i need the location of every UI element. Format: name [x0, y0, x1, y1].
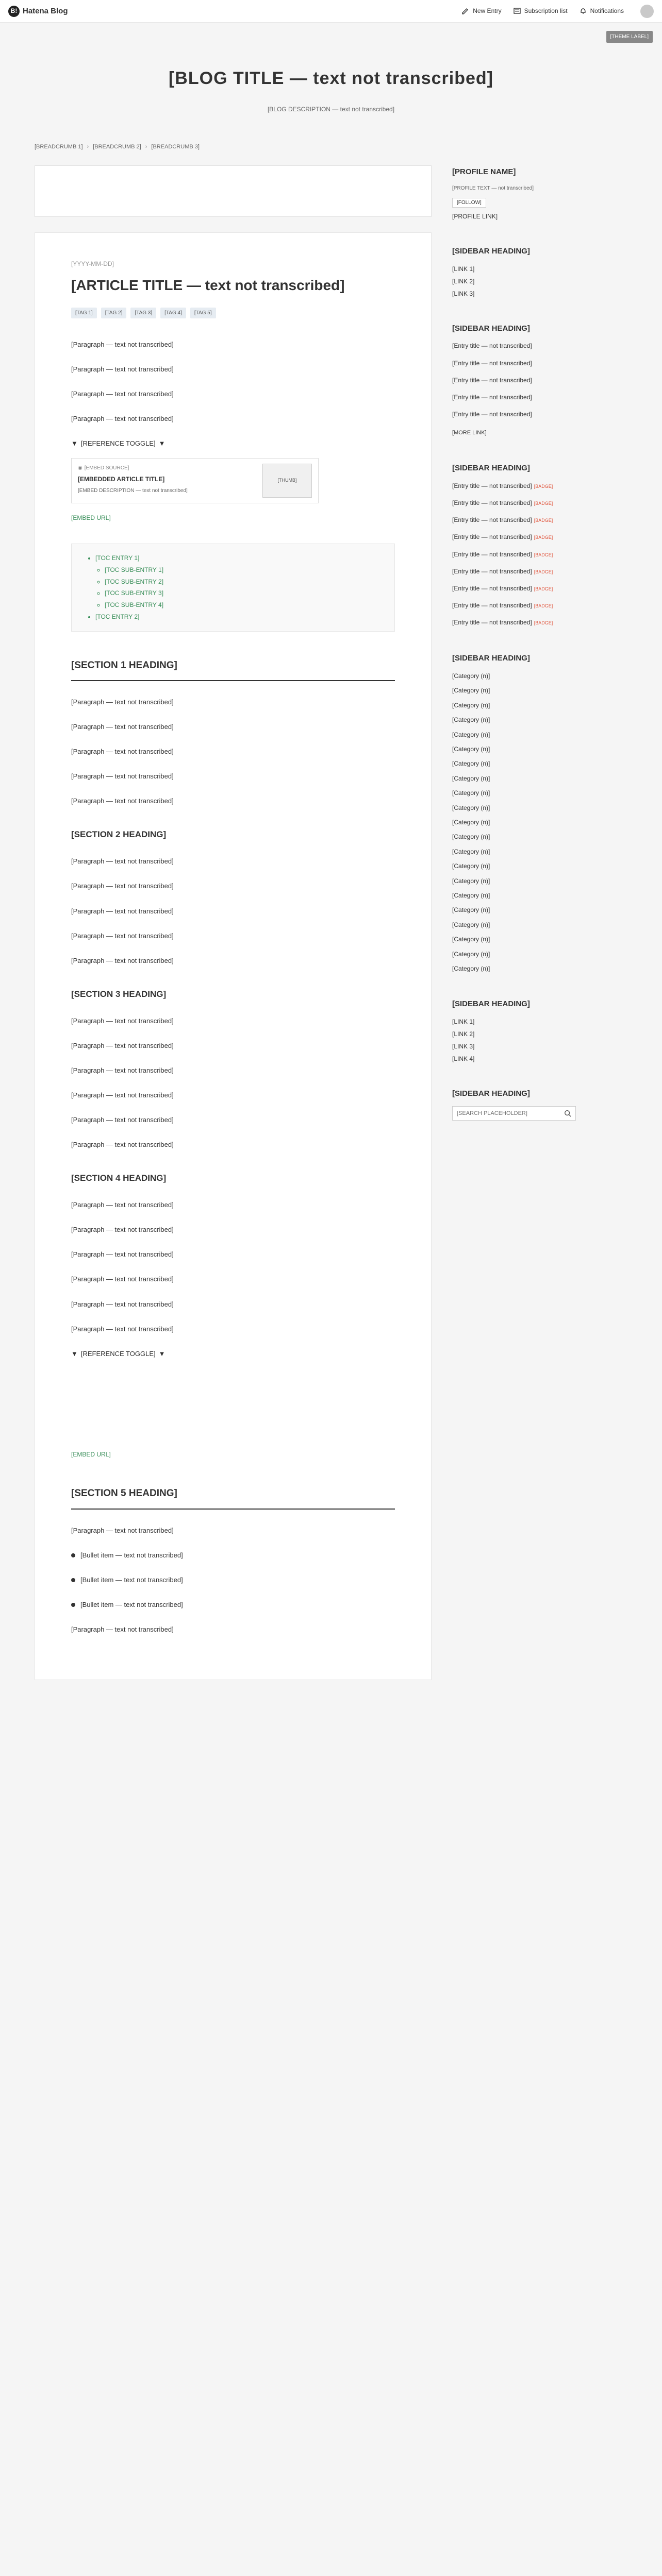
- collapsed-embed-space: [71, 1368, 395, 1445]
- embed-card[interactable]: [71, 458, 319, 503]
- hatena-global-bar: [0, 0, 662, 23]
- popular-entry[interactable]: [452, 532, 627, 542]
- paragraph: [Paragraph — text not transcribed]: [71, 415, 174, 423]
- category-item[interactable]: [Category (n)]: [452, 804, 490, 811]
- paragraph: [Paragraph — text not transcribed]: [71, 1250, 174, 1259]
- category-item[interactable]: [Category (n)]: [452, 789, 490, 797]
- bookmark-badge: [BADGE]: [534, 518, 553, 523]
- pencil-icon: [461, 7, 470, 15]
- bookmark-badge: [BADGE]: [534, 552, 553, 557]
- table-of-contents: [71, 544, 395, 632]
- bullet-icon: [71, 1578, 75, 1582]
- user-avatar[interactable]: [640, 5, 654, 18]
- paragraph: [Paragraph — text not transcribed]: [71, 341, 174, 349]
- paragraph: [Paragraph — text not transcribed]: [71, 1016, 174, 1025]
- bookmark-badge: [BADGE]: [534, 501, 553, 506]
- popular-entry-title: [Entry title — not transcribed]: [452, 482, 532, 489]
- links-module: [452, 997, 627, 1063]
- embed-description: [EMBED DESCRIPTION — text not transcribed]: [78, 487, 188, 494]
- section-heading: [SECTION 5 HEADING]: [71, 1485, 395, 1509]
- about-link[interactable]: [LINK 3]: [452, 290, 475, 297]
- toc-item[interactable]: • [TOC ENTRY 1]: [95, 552, 383, 564]
- toc-subitem[interactable]: ◦ [TOC SUB-ENTRY 2]: [105, 576, 383, 588]
- paragraph: [Paragraph — text not transcribed]: [71, 797, 174, 805]
- popular-entry-title: [Entry title — not transcribed]: [452, 499, 532, 507]
- entry-tags: [71, 308, 395, 318]
- bell-icon: [579, 7, 587, 15]
- about-link[interactable]: [LINK 1]: [452, 265, 475, 273]
- paragraph: [Paragraph — text not transcribed]: [71, 1091, 174, 1099]
- breadcrumb-separator: ›: [145, 144, 147, 150]
- tag[interactable]: [TAG 5]: [190, 308, 216, 318]
- toc-subitem[interactable]: ◦ [TOC SUB-ENTRY 3]: [105, 587, 383, 599]
- bookmark-badge: [BADGE]: [534, 620, 553, 626]
- embed-source: [78, 464, 256, 472]
- paragraph: [Paragraph — text not transcribed]: [71, 956, 174, 964]
- paragraph: [Paragraph — text not transcribed]: [71, 1141, 174, 1149]
- entry-body: [71, 339, 395, 1635]
- profile-text: [PROFILE TEXT — not transcribed]: [452, 185, 534, 192]
- about-module: [452, 245, 627, 298]
- hatena-blog-logo[interactable]: [8, 5, 68, 18]
- popular-entry-title: [Entry title — not transcribed]: [452, 602, 532, 609]
- category-item[interactable]: [Category (n)]: [452, 701, 490, 709]
- recent-entry[interactable]: [Entry title — not transcribed]: [452, 359, 532, 367]
- module-title: [SIDEBAR HEADING]: [452, 247, 530, 256]
- blog-description: [BLOG DESCRIPTION — text not transcribed]: [267, 105, 395, 113]
- bookmark-badge: [BADGE]: [534, 586, 553, 592]
- tag[interactable]: [TAG 3]: [130, 308, 156, 318]
- popular-entry-title: [Entry title — not transcribed]: [452, 567, 532, 575]
- new-entry-label: New Entry: [473, 7, 502, 15]
- category-item[interactable]: [Category (n)]: [452, 833, 490, 841]
- theme-badge[interactable]: [THEME LABEL]: [606, 31, 653, 43]
- embed-title: [EMBEDDED ARTICLE TITLE]: [78, 475, 165, 483]
- category-item[interactable]: [Category (n)]: [452, 672, 490, 680]
- reference-toggle-label: [REFERENCE TOGGLE]: [80, 439, 156, 448]
- popular-entry[interactable]: [452, 567, 627, 577]
- paragraph: [Paragraph — text not transcribed]: [71, 1201, 174, 1209]
- module-title: [SIDEBAR HEADING]: [452, 464, 530, 473]
- popular-entries-module: [452, 462, 627, 628]
- paragraph: [Paragraph — text not transcribed]: [71, 723, 174, 731]
- tag[interactable]: [TAG 2]: [101, 308, 127, 318]
- category-item[interactable]: [Category (n)]: [452, 964, 490, 972]
- recent-entry[interactable]: [Entry title — not transcribed]: [452, 411, 532, 418]
- hatena-logo-icon: ◉: [78, 465, 82, 471]
- profile-link[interactable]: [PROFILE LINK]: [452, 213, 498, 221]
- paragraph: [Paragraph — text not transcribed]: [71, 1526, 174, 1534]
- popular-entry[interactable]: [452, 550, 627, 560]
- search-input[interactable]: [453, 1107, 560, 1120]
- subscription-list-label: Subscription list: [524, 7, 568, 15]
- paragraph: [Paragraph — text not transcribed]: [71, 748, 174, 756]
- external-link[interactable]: [LINK 3]: [452, 1042, 475, 1050]
- bullet-item: [71, 1599, 395, 1611]
- paragraph: [Paragraph — text not transcribed]: [71, 365, 174, 374]
- bullet-icon: [71, 1603, 75, 1607]
- module-title: [SIDEBAR HEADING]: [452, 1089, 530, 1098]
- search-icon: [564, 1110, 571, 1117]
- triangle-down-icon: ▼: [158, 439, 166, 448]
- category-item[interactable]: [Category (n)]: [452, 950, 490, 958]
- hatena-brand: Hatena Blog: [23, 6, 68, 15]
- paragraph: [Paragraph — text not transcribed]: [71, 857, 174, 866]
- embed-source-label: [EMBED SOURCE]: [84, 465, 129, 471]
- external-link[interactable]: [LINK 2]: [452, 1030, 475, 1038]
- category-item[interactable]: [Category (n)]: [452, 760, 490, 768]
- search-module: [452, 1087, 627, 1121]
- category-item[interactable]: [Category (n)]: [452, 687, 490, 694]
- paragraph: [Paragraph — text not transcribed]: [71, 390, 174, 398]
- breadcrumb: [35, 135, 627, 165]
- article: [35, 232, 432, 1680]
- triangle-down-icon: ▼: [71, 439, 78, 448]
- blog-header: [0, 23, 662, 135]
- embed-url[interactable]: [EMBED URL]: [71, 514, 111, 521]
- breadcrumb-current: [BREADCRUMB 3]: [151, 144, 200, 150]
- paragraph: [Paragraph — text not transcribed]: [71, 1116, 174, 1124]
- more-link[interactable]: [MORE LINK]: [452, 430, 487, 436]
- paragraph: [Paragraph — text not transcribed]: [71, 1325, 174, 1333]
- popular-entry-title: [Entry title — not transcribed]: [452, 585, 532, 592]
- triangle-down-icon: ▼: [158, 1349, 166, 1358]
- triangle-down-icon: ▼: [71, 1349, 78, 1358]
- category-item[interactable]: [Category (n)]: [452, 731, 490, 738]
- external-link[interactable]: [LINK 1]: [452, 1018, 475, 1025]
- embed-url[interactable]: [EMBED URL]: [71, 1450, 111, 1458]
- hatena-logo-icon: B!: [8, 6, 20, 17]
- external-link[interactable]: [LINK 4]: [452, 1055, 475, 1062]
- ad-slot[interactable]: [35, 165, 432, 217]
- paragraph: [Paragraph — text not transcribed]: [71, 698, 174, 706]
- category-item[interactable]: [Category (n)]: [452, 936, 490, 943]
- paragraph: [Paragraph — text not transcribed]: [71, 882, 174, 890]
- category-item[interactable]: [Category (n)]: [452, 906, 490, 914]
- bookmark-badge: [BADGE]: [534, 535, 553, 540]
- module-title: [SIDEBAR HEADING]: [452, 324, 530, 333]
- bookmark-badge: [BADGE]: [534, 569, 553, 574]
- reference-toggle[interactable]: [71, 1348, 395, 1360]
- bookmark-badge: [BADGE]: [534, 603, 553, 609]
- popular-entry-title: [Entry title — not transcribed]: [452, 516, 532, 524]
- bullet-text: [Bullet item — text not transcribed]: [80, 1551, 183, 1559]
- paragraph: [Paragraph — text not transcribed]: [71, 1300, 174, 1308]
- subsection-heading: [SECTION 3 HEADING]: [71, 989, 167, 999]
- search-box: [452, 1106, 576, 1121]
- search-button[interactable]: [560, 1107, 575, 1120]
- popular-entry[interactable]: [452, 481, 627, 491]
- new-entry-button[interactable]: [461, 6, 501, 16]
- breadcrumb-item-2[interactable]: [BREADCRUMB 2]: [93, 144, 141, 150]
- popular-entry[interactable]: [452, 601, 627, 611]
- paragraph: [Paragraph — text not transcribed]: [71, 1066, 174, 1074]
- category-item[interactable]: [Category (n)]: [452, 848, 490, 855]
- paragraph: [Paragraph — text not transcribed]: [71, 907, 174, 915]
- bullet-text: [Bullet item — text not transcribed]: [80, 1575, 183, 1584]
- blog-title[interactable]: [BLOG TITLE — text not transcribed]: [168, 69, 494, 88]
- popular-entry[interactable]: [452, 618, 627, 628]
- notifications-button[interactable]: [579, 6, 624, 16]
- module-title: [SIDEBAR HEADING]: [452, 999, 530, 1009]
- tag[interactable]: [TAG 1]: [71, 308, 97, 318]
- paragraph: [Paragraph — text not transcribed]: [71, 772, 174, 781]
- recent-entry[interactable]: [Entry title — not transcribed]: [452, 376, 532, 384]
- subscription-icon: [513, 7, 521, 15]
- subscription-list-button[interactable]: [513, 6, 568, 16]
- sidebar: [452, 165, 627, 1144]
- bullet-item: [71, 1574, 395, 1586]
- breadcrumb-item-1[interactable]: [BREADCRUMB 1]: [35, 144, 83, 150]
- paragraph: [Paragraph — text not transcribed]: [71, 1625, 174, 1633]
- subsection-heading: [SECTION 4 HEADING]: [71, 1173, 167, 1183]
- toc-subitem[interactable]: ◦ [TOC SUB-ENTRY 4]: [105, 599, 383, 611]
- category-item[interactable]: [Category (n)]: [452, 877, 490, 885]
- reference-toggle-label: [REFERENCE TOGGLE]: [80, 1349, 156, 1358]
- paragraph: [Paragraph — text not transcribed]: [71, 1275, 174, 1283]
- entry-date[interactable]: [YYYY-MM-DD]: [71, 260, 114, 267]
- recent-entries-module: [452, 322, 627, 438]
- popular-entry-title: [Entry title — not transcribed]: [452, 533, 532, 541]
- popular-entry[interactable]: [452, 498, 627, 508]
- section-heading: [SECTION 1 HEADING]: [71, 657, 395, 681]
- bookmark-badge: [BADGE]: [534, 483, 553, 489]
- main-column: [35, 165, 432, 1680]
- reference-toggle[interactable]: [71, 438, 395, 449]
- paragraph: [Paragraph — text not transcribed]: [71, 931, 174, 940]
- paragraph: [Paragraph — text not transcribed]: [71, 1226, 174, 1234]
- popular-entry[interactable]: [452, 515, 627, 525]
- subsection-heading: [SECTION 2 HEADING]: [71, 829, 167, 840]
- profile-module: [452, 165, 627, 222]
- category-item[interactable]: [Category (n)]: [452, 921, 490, 928]
- entry-title[interactable]: [ARTICLE TITLE — text not transcribed]: [71, 277, 345, 294]
- popular-entry[interactable]: [452, 584, 627, 594]
- bullet-icon: [71, 1553, 75, 1557]
- toc-item[interactable]: • [TOC ENTRY 2]: [95, 611, 383, 623]
- categories-module: [452, 652, 627, 974]
- breadcrumb-separator: ›: [87, 144, 89, 150]
- recent-entry[interactable]: [Entry title — not transcribed]: [452, 393, 532, 401]
- bullet-text: [Bullet item — text not transcribed]: [80, 1600, 183, 1608]
- recent-entry[interactable]: [Entry title — not transcribed]: [452, 342, 532, 350]
- toc-subitem[interactable]: ◦ [TOC SUB-ENTRY 1]: [105, 564, 383, 576]
- notifications-label: Notifications: [590, 7, 624, 15]
- category-item[interactable]: [Category (n)]: [452, 819, 490, 826]
- profile-name[interactable]: [PROFILE NAME]: [452, 167, 516, 176]
- popular-entry-title: [Entry title — not transcribed]: [452, 619, 532, 626]
- category-item[interactable]: [Category (n)]: [452, 716, 490, 724]
- category-item[interactable]: [Category (n)]: [452, 745, 490, 753]
- tag[interactable]: [TAG 4]: [160, 308, 186, 318]
- category-item[interactable]: [Category (n)]: [452, 891, 490, 899]
- category-item[interactable]: [Category (n)]: [452, 862, 490, 870]
- module-title: [SIDEBAR HEADING]: [452, 653, 530, 663]
- embed-thumbnail: [THUMB]: [262, 464, 312, 498]
- bullet-item: [71, 1550, 395, 1561]
- category-item[interactable]: [Category (n)]: [452, 774, 490, 782]
- about-link[interactable]: [LINK 2]: [452, 277, 475, 285]
- popular-entry-title: [Entry title — not transcribed]: [452, 550, 532, 558]
- follow-button[interactable]: [FOLLOW]: [452, 198, 486, 208]
- paragraph: [Paragraph — text not transcribed]: [71, 1041, 174, 1049]
